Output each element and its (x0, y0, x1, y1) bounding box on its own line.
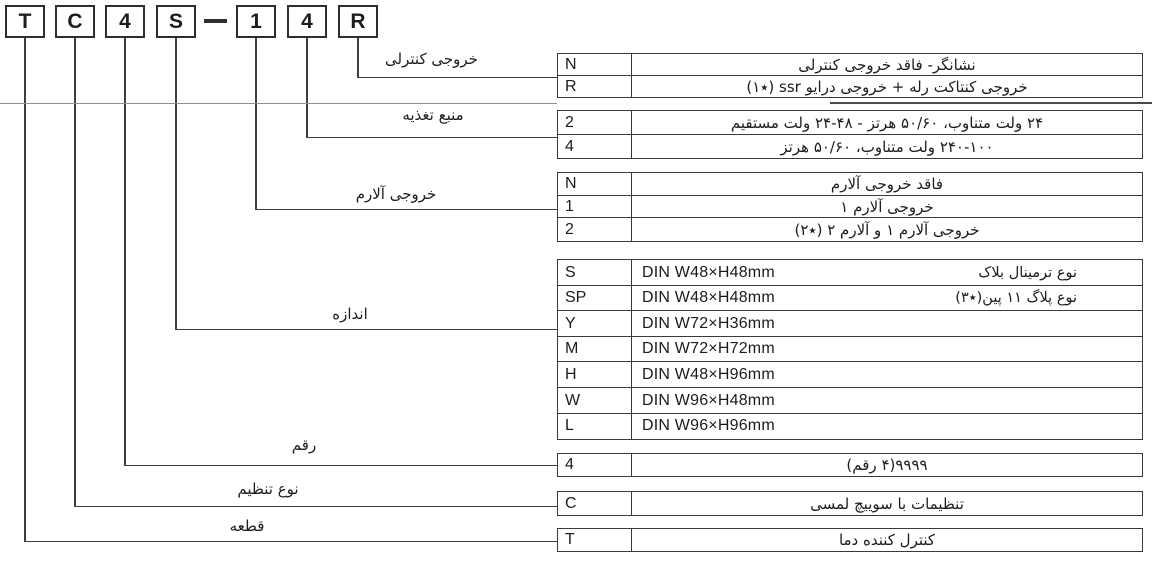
code-box: R (338, 5, 378, 38)
option-key: R (558, 76, 632, 98)
option-row (557, 413, 1143, 440)
option-desc (632, 173, 1142, 195)
option-key: N (558, 54, 632, 76)
option-desc (632, 286, 1142, 311)
code-box: C (55, 5, 95, 38)
option-table-control-output (557, 53, 1143, 98)
connector-line (175, 329, 558, 331)
option-desc (632, 135, 1142, 159)
code-box: 4 (287, 5, 327, 38)
option-table-setting-type (557, 491, 1143, 516)
option-row (557, 310, 1143, 337)
option-key: 4 (558, 135, 632, 159)
group-label: رقم (291, 436, 317, 454)
option-desc (632, 196, 1142, 218)
option-key: S (558, 260, 632, 285)
din-size-text: DIN W72×H72mm (642, 340, 775, 358)
option-desc (632, 492, 1142, 515)
option-row (557, 53, 1143, 77)
option-key: Y (558, 311, 632, 336)
option-desc (632, 414, 1142, 439)
option-desc-text: ۲۴ ولت متناوب، ۵۰/۶۰ هرتز - ۴۸-۲۴ ولت مستقیم (730, 113, 1044, 132)
option-desc (632, 111, 1142, 135)
option-key: T (558, 529, 632, 551)
option-row (557, 453, 1143, 477)
option-desc-text: نشانگر- فاقد خروجی کنترلی (798, 55, 976, 74)
option-table-size (557, 259, 1143, 440)
option-key: H (558, 362, 632, 387)
option-desc (632, 54, 1142, 76)
option-row (557, 75, 1143, 99)
connector-line (306, 137, 558, 139)
connector-line (74, 506, 558, 508)
option-note: نوع پلاگ ۱۱ پین(٭۳) (955, 290, 1077, 307)
option-key: 2 (558, 218, 632, 240)
option-table-power-supply (557, 110, 1143, 159)
option-row (557, 217, 1143, 241)
option-row (557, 259, 1143, 286)
option-desc-text: خروجی آلارم ۱ (840, 197, 934, 216)
option-row (557, 172, 1143, 196)
option-key: C (558, 492, 632, 515)
option-desc (632, 388, 1142, 413)
option-row (557, 491, 1143, 516)
option-desc (632, 337, 1142, 362)
connector-line (24, 38, 26, 541)
group-label: قطعه (229, 517, 265, 535)
option-desc-text: خروجی کنتاکت رله + خروجی درایو ssr (٭۱) (746, 77, 1028, 96)
option-key: 4 (558, 454, 632, 476)
group-label: خروجی آلارم (355, 185, 437, 203)
option-row (557, 285, 1143, 312)
option-row (557, 195, 1143, 219)
connector-line (24, 541, 558, 543)
divider-line (830, 102, 1152, 104)
connector-line (255, 209, 558, 211)
connector-line (74, 38, 76, 506)
option-row (557, 387, 1143, 414)
option-row (557, 336, 1143, 363)
option-desc-text: ۹۹۹۹(۴ رقم) (846, 456, 928, 474)
din-size-text: DIN W96×H48mm (642, 391, 775, 409)
din-size-text: DIN W72×H36mm (642, 314, 775, 332)
connector-line (175, 38, 177, 330)
connector-line (306, 38, 308, 138)
option-row (557, 361, 1143, 388)
option-key: N (558, 173, 632, 195)
option-key: M (558, 337, 632, 362)
option-table-part-type (557, 528, 1143, 552)
option-desc (632, 454, 1142, 476)
option-table-alarm-output (557, 172, 1143, 242)
option-desc-text: ۲۴۰-۱۰۰ ولت متناوب، ۵۰/۶۰ هرتز (780, 137, 994, 156)
option-desc-text: فاقد خروجی آلارم (830, 175, 944, 194)
code-box: T (5, 5, 45, 38)
option-desc (632, 311, 1142, 336)
group-label: خروجی کنترلی (385, 50, 478, 68)
code-box: 1 (236, 5, 276, 38)
group-label: منبع تغذیه (402, 106, 464, 124)
option-desc (632, 529, 1142, 551)
option-key: 1 (558, 196, 632, 218)
option-desc (632, 76, 1142, 98)
din-size-text: DIN W96×H96mm (642, 417, 775, 435)
option-key: W (558, 388, 632, 413)
option-key: SP (558, 286, 632, 311)
din-size-text: DIN W48×H96mm (642, 365, 775, 383)
code-box: S (156, 5, 196, 38)
option-row (557, 528, 1143, 552)
din-size-text: DIN W48×H48mm (642, 289, 775, 307)
group-label: اندازه (332, 305, 368, 323)
option-desc (632, 218, 1142, 240)
code-separator-dash (204, 19, 227, 23)
option-row (557, 134, 1143, 160)
connector-line (357, 77, 558, 79)
option-desc (632, 260, 1142, 285)
option-row (557, 110, 1143, 136)
option-table-digits (557, 453, 1143, 477)
connector-line (124, 465, 558, 467)
option-note: نوع ترمینال بلاک (978, 264, 1077, 281)
code-box: 4 (105, 5, 145, 38)
divider-line (0, 103, 557, 104)
connector-line (255, 38, 257, 210)
option-desc (632, 362, 1142, 387)
option-desc-text: کنترل کننده دما (838, 531, 936, 549)
din-size-text: DIN W48×H48mm (642, 263, 775, 281)
option-key: L (558, 414, 632, 439)
group-label: نوع تنظیم (237, 480, 299, 498)
option-desc-text: تنظیمات با سوییچ لمسی (810, 494, 964, 513)
option-desc-text: خروجی آلارم ۱ و آلارم ۲ (٭۲) (794, 220, 980, 239)
connector-line (357, 38, 359, 78)
option-key: 2 (558, 111, 632, 135)
